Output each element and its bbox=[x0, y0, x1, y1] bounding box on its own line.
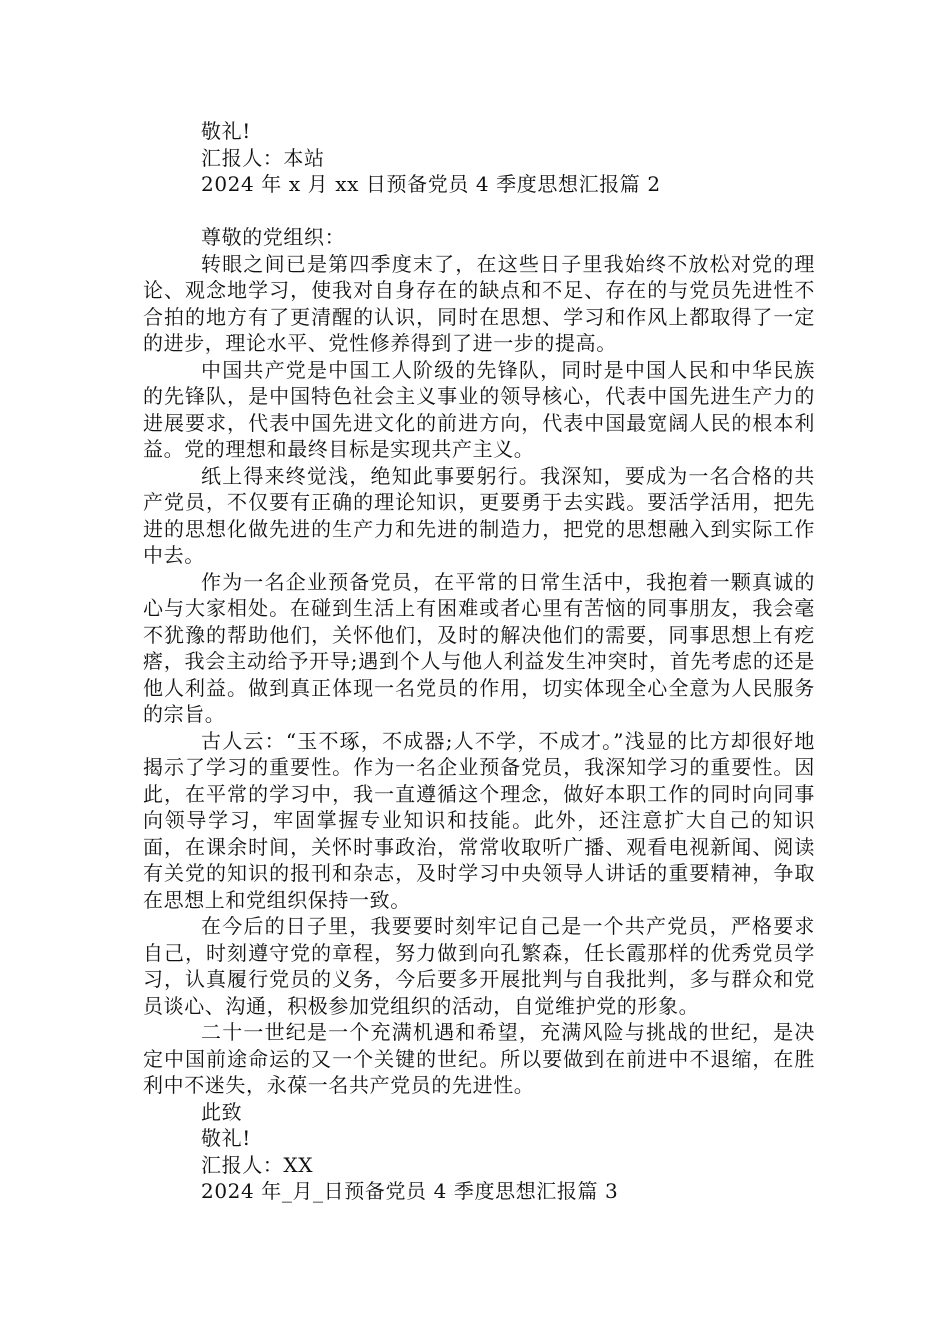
closing-top bbox=[143, 118, 815, 198]
paragraph: 在今后的日子里，我要要时刻牢记自己是一个共产党员，严格要求自己，时刻遵守党的章程，努力做到向孔繁森，任长霞那样的优秀党员学习，认真履行党员的义务，今后要多开展批判与自我批判，多与群众和党员谈心、沟通，积极参加党组织的活动，自觉维护党的形象。 bbox=[143, 914, 815, 1018]
paragraph: 转眼之间已是第四季度末了，在这些日子里我始终不放松对党的理论、观念地学习，使我对自身存在的缺点和不足、存在的与党员先进性不合拍的地方有了更清醒的认识，同时在思想、学习和作风上都取得了一定的进步，理论水平、党性修养得到了进一步的提高。 bbox=[143, 251, 815, 355]
reporter-text: 汇报人：本站 bbox=[201, 145, 325, 170]
spacer bbox=[143, 198, 815, 225]
closing-bottom bbox=[143, 1099, 815, 1205]
section-title: 2024 年_月_日预备党员 4 季度思想汇报篇 3 bbox=[201, 1179, 619, 1203]
body-paragraphs bbox=[143, 251, 815, 1099]
greeting-block bbox=[143, 224, 815, 251]
greeting-text: 尊敬的党组织： bbox=[201, 225, 346, 249]
reporter-text: 汇报人：XX bbox=[201, 1152, 314, 1177]
paragraph: 古人云：“玉不琢，不成器;人不学，不成才。”浅显的比方却很好地揭示了学习的重要性。作为一名企业预备党员，我深知学习的重要性。因此，在平常的学习中，我一直遵循这个理念，做好本职工作的同时向同事向领导学习，牢固掌握专业知识和技能。此外，还注意扩大自己的知识面，在课余时间，关怀时事政治，常常收取听广播、观看电视新闻、阅读有关党的知识的报刊和杂志，及时学习中央领导人讲话的重要精神，争取在思想上和党组织保持一致。 bbox=[143, 728, 815, 912]
paragraph: 作为一名企业预备党员，在平常的日常生活中，我抱着一颗真诚的心与大家相处。在碰到生活上有困难或者心里有苦恼的同事朋友，我会毫不犹豫的帮助他们，关怀他们，及时的解决他们的需要，同事思想上有疙瘩，我会主动给予开导;遇到个人与他人利益发生冲突时，首先考虑的还是他人利益。做到真正体现一名党员的作用，切实体现全心全意为人民服务的宗旨。 bbox=[143, 569, 815, 726]
salute-text: 敬礼! bbox=[201, 1126, 251, 1150]
section-title: 2024 年 x 月 xx 日预备党员 4 季度思想汇报篇 2 bbox=[201, 172, 661, 196]
paragraph: 纸上得来终觉浅，绝知此事要躬行。我深知，要成为一名合格的共产党员，不仅要有正确的理论知识，更要勇于去实践。要活学活用，把先进的思想化做先进的生产力和先进的制造力，把党的思想融入到实际工作中去。 bbox=[143, 463, 815, 567]
paragraph: 二十一世纪是一个充满机遇和希望，充满风险与挑战的世纪，是决定中国前途命运的又一个关键的世纪。所以要做到在前进中不退缩，在胜利中不迷失，永葆一名共产党员的先进性。 bbox=[143, 1020, 815, 1097]
salute-text: 敬礼! bbox=[201, 119, 251, 143]
paragraph: 中国共产党是中国工人阶级的先锋队，同时是中国人民和中华民族的先锋队，是中国特色社会主义事业的领导核心，代表中国先进生产力的进展要求，代表中国先进文化的前进方向，代表中国最宽阔人民的根本利益。党的理想和最终目标是实现共产主义。 bbox=[143, 357, 815, 461]
document-page bbox=[143, 118, 815, 1205]
regards-text: 此致 bbox=[201, 1099, 243, 1124]
